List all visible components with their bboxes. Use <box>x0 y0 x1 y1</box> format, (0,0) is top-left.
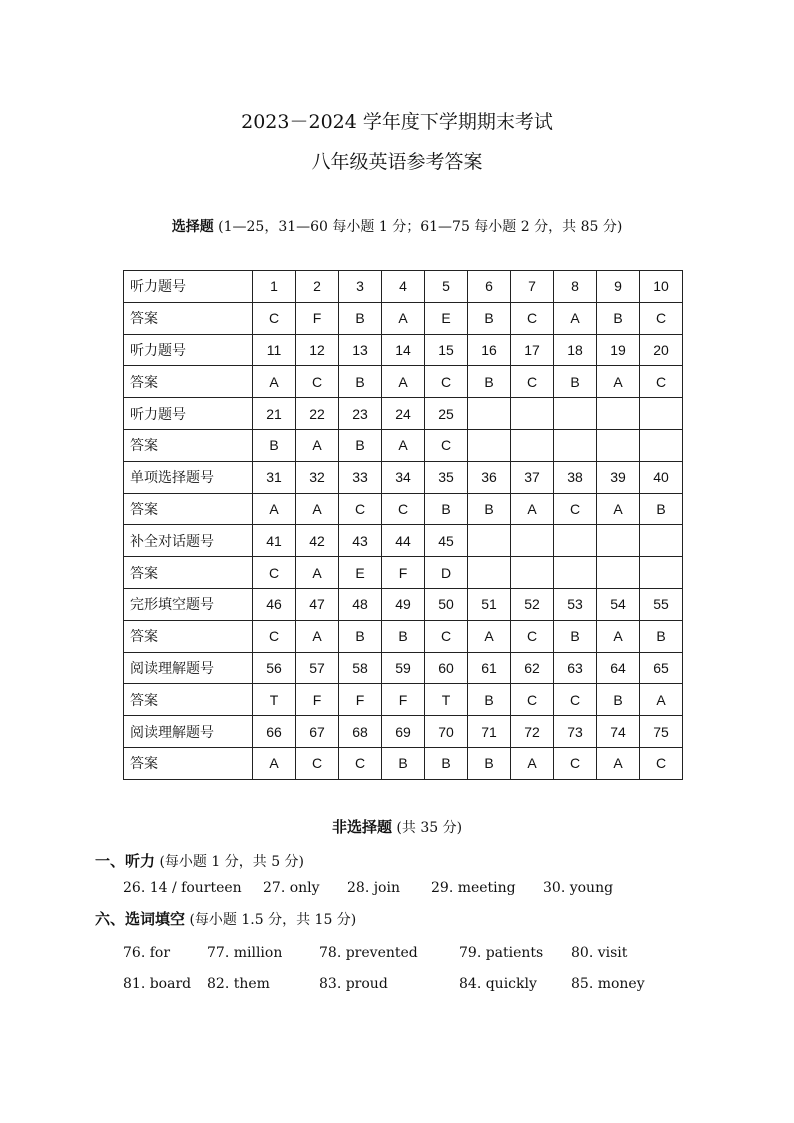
table-cell: B <box>468 366 511 398</box>
table-cell: E <box>425 302 468 334</box>
table-cell <box>554 557 597 589</box>
table-cell: 23 <box>339 398 382 430</box>
table-cell: F <box>382 557 425 589</box>
table-cell <box>468 398 511 430</box>
table-cell <box>597 525 640 557</box>
table-cell: C <box>640 302 683 334</box>
table-cell: 17 <box>511 334 554 366</box>
table-cell <box>511 525 554 557</box>
table-cell: 33 <box>339 461 382 493</box>
table-cell: 14 <box>382 334 425 366</box>
table-cell: 39 <box>597 461 640 493</box>
table-cell: A <box>296 620 339 652</box>
row-label: 听力题号 <box>124 398 253 430</box>
table-cell: 34 <box>382 461 425 493</box>
table-cell: 9 <box>597 271 640 303</box>
table-cell: 74 <box>597 716 640 748</box>
answer-item: 27. only <box>263 880 320 896</box>
table-cell: B <box>339 302 382 334</box>
row-label: 答案 <box>124 366 253 398</box>
table-cell: 52 <box>511 588 554 620</box>
row-label: 答案 <box>124 429 253 461</box>
table-cell: 8 <box>554 271 597 303</box>
table-cell: F <box>382 684 425 716</box>
table-cell: B <box>339 366 382 398</box>
row-label: 阅读理解题号 <box>124 652 253 684</box>
table-cell: 32 <box>296 461 339 493</box>
table-cell: 47 <box>296 588 339 620</box>
table-row <box>124 588 683 620</box>
table-row <box>124 302 683 334</box>
page-title: 2023－2024 学年度下学期期末考试 <box>241 111 553 133</box>
table-row <box>124 334 683 366</box>
table-cell: C <box>425 429 468 461</box>
table-cell: 56 <box>253 652 296 684</box>
answer-item: 85. money <box>571 976 645 992</box>
table-cell: B <box>339 620 382 652</box>
non-choice-heading <box>0 816 794 837</box>
table-cell: T <box>253 684 296 716</box>
table-cell: C <box>339 747 382 779</box>
table-cell: 65 <box>640 652 683 684</box>
table-row <box>124 716 683 748</box>
table-cell: D <box>425 557 468 589</box>
table-cell: 16 <box>468 334 511 366</box>
part1-label: 一、听力 <box>95 852 156 870</box>
table-cell: B <box>382 747 425 779</box>
table-cell: 19 <box>597 334 640 366</box>
table-cell: B <box>382 620 425 652</box>
answer-item: 79. patients <box>459 945 544 961</box>
answer-item: 82. them <box>207 976 270 992</box>
part6-heading <box>95 908 356 929</box>
choice-section-heading <box>0 216 794 236</box>
table-cell: 63 <box>554 652 597 684</box>
table-cell: 36 <box>468 461 511 493</box>
table-cell: 64 <box>597 652 640 684</box>
table-cell: 12 <box>296 334 339 366</box>
table-row <box>124 557 683 589</box>
table-cell: 18 <box>554 334 597 366</box>
table-cell: 1 <box>253 271 296 303</box>
table-cell: B <box>425 747 468 779</box>
table-row <box>124 747 683 779</box>
table-cell: F <box>339 684 382 716</box>
table-cell: 5 <box>425 271 468 303</box>
table-cell: B <box>597 684 640 716</box>
table-cell <box>597 398 640 430</box>
answer-item: 78. prevented <box>319 945 418 961</box>
table-cell: C <box>511 366 554 398</box>
table-cell: 60 <box>425 652 468 684</box>
table-cell: 37 <box>511 461 554 493</box>
row-label: 听力题号 <box>124 271 253 303</box>
table-cell: 7 <box>511 271 554 303</box>
answer-table <box>123 270 683 780</box>
table-cell: A <box>253 366 296 398</box>
table-cell <box>511 398 554 430</box>
table-cell: 49 <box>382 588 425 620</box>
table-cell: B <box>554 620 597 652</box>
table-cell: A <box>382 366 425 398</box>
table-cell: 6 <box>468 271 511 303</box>
answer-item: 30. young <box>543 880 614 896</box>
table-cell: 21 <box>253 398 296 430</box>
table-cell: 68 <box>339 716 382 748</box>
table-cell: A <box>296 493 339 525</box>
table-cell: A <box>253 493 296 525</box>
table-cell: 61 <box>468 652 511 684</box>
table-cell <box>554 525 597 557</box>
table-cell: F <box>296 684 339 716</box>
table-row <box>124 652 683 684</box>
table-row <box>124 493 683 525</box>
table-cell: 38 <box>554 461 597 493</box>
non-choice-label: 非选择题 <box>331 818 392 836</box>
table-row <box>124 620 683 652</box>
table-cell: 75 <box>640 716 683 748</box>
table-cell: C <box>296 366 339 398</box>
answer-item: 81. board <box>123 976 192 992</box>
table-cell: 58 <box>339 652 382 684</box>
table-cell: 44 <box>382 525 425 557</box>
table-cell: C <box>511 620 554 652</box>
table-cell: C <box>511 302 554 334</box>
row-label: 单项选择题号 <box>124 461 253 493</box>
table-cell: C <box>253 557 296 589</box>
table-cell <box>511 429 554 461</box>
table-cell: B <box>425 493 468 525</box>
table-cell: C <box>296 747 339 779</box>
answer-item: 77. million <box>207 945 283 961</box>
table-cell: 10 <box>640 271 683 303</box>
table-cell: 13 <box>339 334 382 366</box>
table-cell: 67 <box>296 716 339 748</box>
table-cell: C <box>554 684 597 716</box>
table-cell: A <box>511 747 554 779</box>
table-cell: 51 <box>468 588 511 620</box>
table-cell: A <box>597 747 640 779</box>
table-cell: B <box>468 302 511 334</box>
table-row <box>124 684 683 716</box>
table-cell: T <box>425 684 468 716</box>
table-cell: A <box>253 747 296 779</box>
table-cell: C <box>425 366 468 398</box>
table-cell: 71 <box>468 716 511 748</box>
table-cell: 20 <box>640 334 683 366</box>
row-label: 答案 <box>124 557 253 589</box>
table-cell: 53 <box>554 588 597 620</box>
table-cell: 25 <box>425 398 468 430</box>
table-row <box>124 525 683 557</box>
table-cell: B <box>468 493 511 525</box>
table-cell: B <box>468 747 511 779</box>
table-row <box>124 429 683 461</box>
table-cell: 62 <box>511 652 554 684</box>
table-cell: C <box>511 684 554 716</box>
table-cell: C <box>640 747 683 779</box>
table-cell: B <box>640 493 683 525</box>
table-cell: A <box>640 684 683 716</box>
table-cell: 73 <box>554 716 597 748</box>
table-cell: 31 <box>253 461 296 493</box>
answer-item: 80. visit <box>571 945 628 961</box>
table-cell: A <box>468 620 511 652</box>
table-cell: C <box>554 493 597 525</box>
part1-heading <box>95 850 304 871</box>
table-cell <box>640 525 683 557</box>
row-label: 答案 <box>124 620 253 652</box>
part6-note: (每小题 1.5 分，共 15 分) <box>189 912 357 928</box>
table-cell: B <box>253 429 296 461</box>
table-cell: A <box>296 429 339 461</box>
table-row <box>124 366 683 398</box>
answer-item: 76. for <box>123 945 171 961</box>
table-cell <box>468 429 511 461</box>
table-cell: C <box>382 493 425 525</box>
table-row <box>124 398 683 430</box>
table-row <box>124 461 683 493</box>
table-cell: 57 <box>296 652 339 684</box>
table-cell: 70 <box>425 716 468 748</box>
table-cell <box>597 557 640 589</box>
table-cell: F <box>296 302 339 334</box>
non-choice-note: (共 35 分) <box>396 820 463 836</box>
table-cell: C <box>253 620 296 652</box>
table-cell: A <box>554 302 597 334</box>
choice-section-label: 选择题 <box>171 219 214 235</box>
table-cell: A <box>597 366 640 398</box>
table-cell <box>554 429 597 461</box>
row-label: 答案 <box>124 493 253 525</box>
row-label: 完形填空题号 <box>124 588 253 620</box>
table-cell: 3 <box>339 271 382 303</box>
table-cell: E <box>339 557 382 589</box>
table-cell <box>554 398 597 430</box>
table-cell: 69 <box>382 716 425 748</box>
table-cell: A <box>511 493 554 525</box>
table-cell: C <box>640 366 683 398</box>
table-cell: 66 <box>253 716 296 748</box>
table-cell: 2 <box>296 271 339 303</box>
table-cell: 50 <box>425 588 468 620</box>
row-label: 答案 <box>124 684 253 716</box>
answer-item: 29. meeting <box>431 880 516 896</box>
table-cell: 55 <box>640 588 683 620</box>
table-cell <box>468 525 511 557</box>
table-cell: B <box>597 302 640 334</box>
table-cell: A <box>597 493 640 525</box>
table-cell <box>511 557 554 589</box>
table-cell: 43 <box>339 525 382 557</box>
table-cell <box>640 557 683 589</box>
answer-item: 84. quickly <box>459 976 537 992</box>
row-label: 听力题号 <box>124 334 253 366</box>
table-cell: A <box>382 429 425 461</box>
table-cell: B <box>640 620 683 652</box>
table-cell: 22 <box>296 398 339 430</box>
table-cell: B <box>339 429 382 461</box>
table-cell: 46 <box>253 588 296 620</box>
table-cell: 48 <box>339 588 382 620</box>
table-cell: 59 <box>382 652 425 684</box>
table-cell: 11 <box>253 334 296 366</box>
answer-item: 83. proud <box>319 976 388 992</box>
table-cell: 54 <box>597 588 640 620</box>
table-cell: C <box>253 302 296 334</box>
table-cell: 40 <box>640 461 683 493</box>
table-cell: 4 <box>382 271 425 303</box>
table-cell <box>597 429 640 461</box>
table-cell: 72 <box>511 716 554 748</box>
row-label: 答案 <box>124 302 253 334</box>
table-cell: A <box>597 620 640 652</box>
table-row <box>124 271 683 303</box>
row-label: 补全对话题号 <box>124 525 253 557</box>
row-label: 答案 <box>124 747 253 779</box>
answer-item: 28. join <box>347 880 400 896</box>
table-cell: 15 <box>425 334 468 366</box>
table-cell: 45 <box>425 525 468 557</box>
table-cell <box>468 557 511 589</box>
table-cell: B <box>468 684 511 716</box>
table-cell: C <box>425 620 468 652</box>
answer-item: 26. 14 / fourteen <box>123 880 242 896</box>
table-cell: A <box>296 557 339 589</box>
table-cell: C <box>339 493 382 525</box>
page-subtitle: 八年级英语参考答案 <box>311 151 483 173</box>
table-cell: B <box>554 366 597 398</box>
part1-note: (每小题 1 分，共 5 分) <box>159 854 305 870</box>
table-cell: C <box>554 747 597 779</box>
table-cell: 35 <box>425 461 468 493</box>
table-cell: 41 <box>253 525 296 557</box>
table-cell <box>640 398 683 430</box>
table-cell <box>640 429 683 461</box>
row-label: 阅读理解题号 <box>124 716 253 748</box>
table-cell: A <box>382 302 425 334</box>
part6-label: 六、选词填空 <box>95 910 186 928</box>
table-cell: 24 <box>382 398 425 430</box>
table-cell: 42 <box>296 525 339 557</box>
choice-section-note: (1—25，31—60 每小题 1 分；61—75 每小题 2 分，共 85 分) <box>218 219 623 235</box>
